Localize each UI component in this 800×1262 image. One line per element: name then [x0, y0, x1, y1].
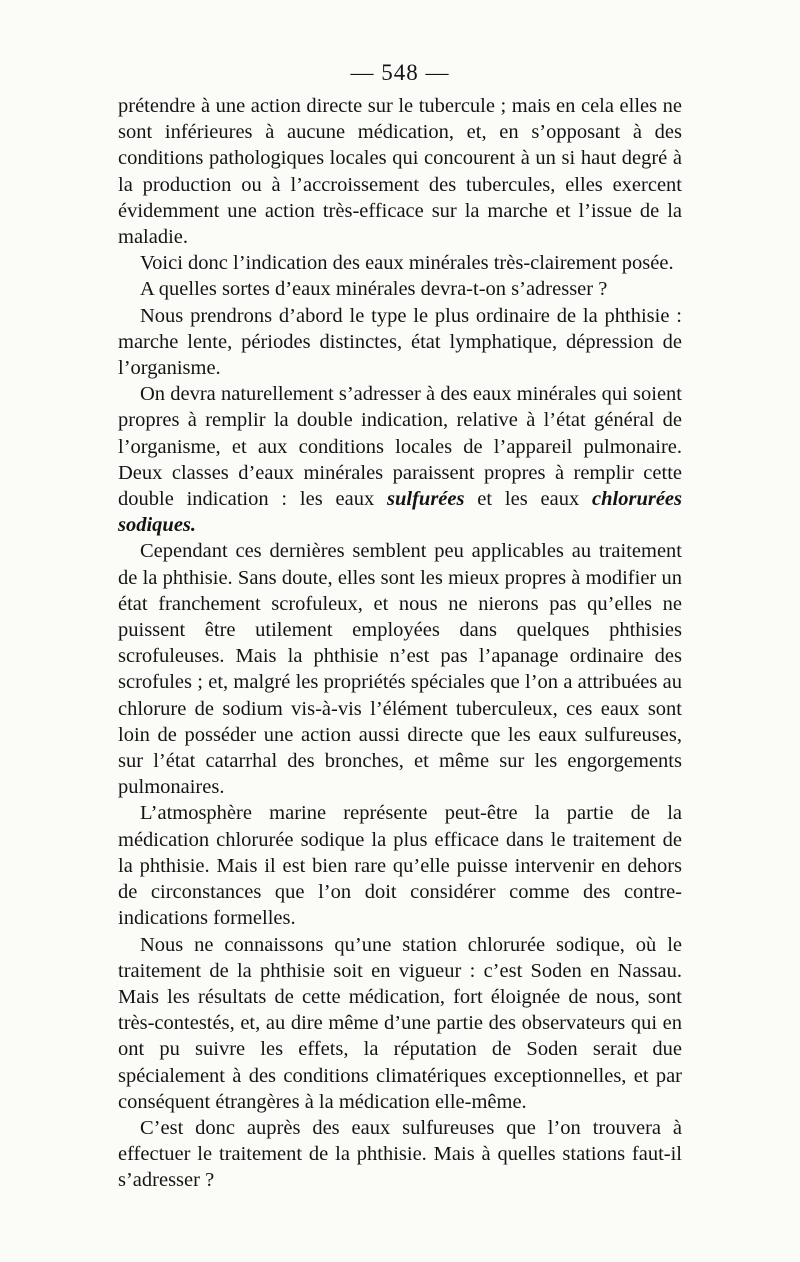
body-text — [118, 93, 682, 1194]
page-number: — 548 — — [350, 60, 450, 85]
paragraph — [118, 800, 682, 931]
paragraph-text: Cependant ces dernières semblent peu applicables au traitement de la phthisie. Sans doute, elles sont les mieux propres à modifier un état franchement scrofuleux, et nous ne nierons pas qu’elles ne puissent être utilement employées dans quelques phthisies scrofuleuses. Mais la phthisie n’est pas l’apanage ordinaire des scrofules ; et, malgré les propriétés spéciales que l’on a attribuées au chlorure de sodium vis-à-vis l’élément tuberculeux, ces eaux sont loin de posséder une action aussi directe que les eaux sulfureuses, sur l’état catarrhal des bronches, et même sur les engorgements pulmonaires. — [118, 540, 682, 799]
paragraph-text: C’est donc auprès des eaux sulfureuses que l’on trouvera à effectuer le traitement de la phthisie. Mais à quelles stations faut-il s’adresser ? — [118, 1116, 682, 1192]
paragraph-text: et les eaux — [464, 488, 593, 511]
paragraph — [118, 303, 682, 382]
paragraph-text: L’atmosphère marine représente peut-être la partie de la médication chlorurée sodique la plus efficace dans le traitement de la phthisie. Mais il est bien rare qu’elle puisse intervenir en dehors de circonstances que l’on doit considérer comme des contre-indications formelles. — [118, 802, 682, 930]
paragraph — [118, 1115, 682, 1194]
paragraph-text: Nous prendrons d’abord le type le plus ordinaire de la phthisie : marche lente, périodes distinctes, état lymphatique, dépression de l’organisme. — [118, 304, 682, 380]
paragraph-text: Nous ne connaissons qu’une station chlorurée sodique, où le traitement de la phthisie soit en vigueur : c’est Soden en Nassau. Mais les résultats de cette médication, fort éloignée de nous, sont très-contestés, et, au dire même d’une partie des observateurs qui en ont pu suivre les effets, la réputation de Soden serait due spécialement à des conditions climatériques exceptionnelles, et par conséquent étrangères à la médication elle-même. — [118, 933, 682, 1113]
paragraph-text: Voici donc l’indication des eaux minérales très-clairement posée. — [140, 252, 674, 275]
paragraph-text: A quelles sortes d’eaux minérales devra-t-on s’adresser ? — [140, 278, 608, 301]
paragraph-text: On devra naturellement s’adresser à des eaux minérales qui soient propres à remplir la double indication, relative à l’état général de l’organisme, et aux conditions locales de l’appareil pulmonaire. Deux classes d’eaux minérales paraissent propres à remplir cette double indication : les eaux — [118, 383, 682, 511]
paragraph — [118, 538, 682, 800]
paragraph — [118, 932, 682, 1115]
paragraph — [118, 381, 682, 538]
paragraph — [118, 250, 682, 276]
paragraph — [118, 276, 682, 302]
paragraph — [118, 93, 682, 250]
paragraph-text: prétendre à une action directe sur le tubercule ; mais en cela elles ne sont inférieures à aucune médication, et, en s’opposant à des conditions pathologiques locales qui concourent à un si haut degré à la production ou à l’accroissement des tubercules, elles exercent évidemment une action très-efficace sur la marche et l’issue de la maladie. — [118, 95, 682, 249]
emphasized-term: chlorurées sodiques. — [118, 488, 682, 537]
emphasized-term: sulfurées — [387, 488, 465, 511]
